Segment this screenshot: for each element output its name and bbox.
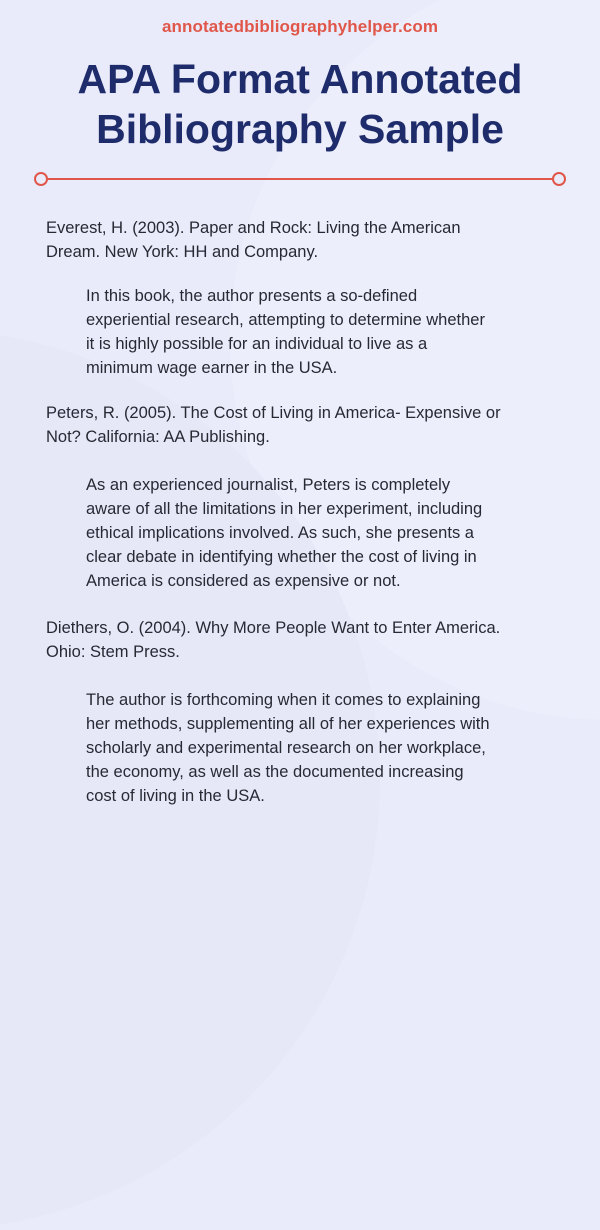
annotation-line: ethical implications involved. As such, she presents a (86, 524, 474, 542)
citation-line: Not? California: AA Publishing. (46, 428, 270, 446)
title-line: Bibliography Sample (96, 106, 504, 152)
annotation-line: aware of all the limitations in her experiment, including (86, 500, 483, 518)
annotation-everest (86, 284, 556, 380)
annotation-line: clear debate in identifying whether the cost of living in (86, 548, 477, 566)
site-url[interactable]: annotatedbibliographyhelper.com (161, 17, 439, 36)
annotation-line: scholarly and experimental research on her workplace, (86, 739, 486, 757)
annotation-line: America is considered as expensive or not. (86, 572, 401, 590)
annotation-line: minimum wage earner in the USA. (86, 359, 338, 377)
citation-line: Diethers, O. (2004). Why More People Want to Enter America. (46, 619, 501, 637)
annotation-line: The author is forthcoming when it comes to explaining (86, 691, 481, 709)
citation-diethers (46, 616, 566, 664)
citation-everest (46, 216, 566, 264)
citation-line: Dream. New York: HH and Company. (46, 243, 319, 261)
annotation-line: experiential research, attempting to determine whether (86, 311, 485, 329)
citation-line: Peters, R. (2005). The Cost of Living in America- Expensive or (46, 404, 501, 422)
citation-peters (46, 401, 566, 449)
annotation-line: As an experienced journalist, Peters is completely (86, 476, 451, 494)
divider-line (46, 178, 554, 180)
page-title (0, 54, 600, 154)
annotation-peters (86, 473, 556, 593)
title-divider (34, 172, 566, 186)
annotation-line: the economy, as well as the documented increasing (86, 763, 464, 781)
title-line: APA Format Annotated (77, 56, 523, 102)
annotation-line: In this book, the author presents a so-defined (86, 287, 418, 305)
annotation-line: cost of living in the USA. (86, 787, 265, 805)
divider-dot-icon (552, 172, 566, 186)
divider-dot-icon (34, 172, 48, 186)
citation-line: Everest, H. (2003). Paper and Rock: Living the American (46, 219, 461, 237)
annotation-diethers (86, 688, 556, 808)
annotation-line: her methods, supplementing all of her experiences with (86, 715, 490, 733)
annotation-line: it is highly possible for an individual to live as a (86, 335, 428, 353)
citation-line: Ohio: Stem Press. (46, 643, 180, 661)
